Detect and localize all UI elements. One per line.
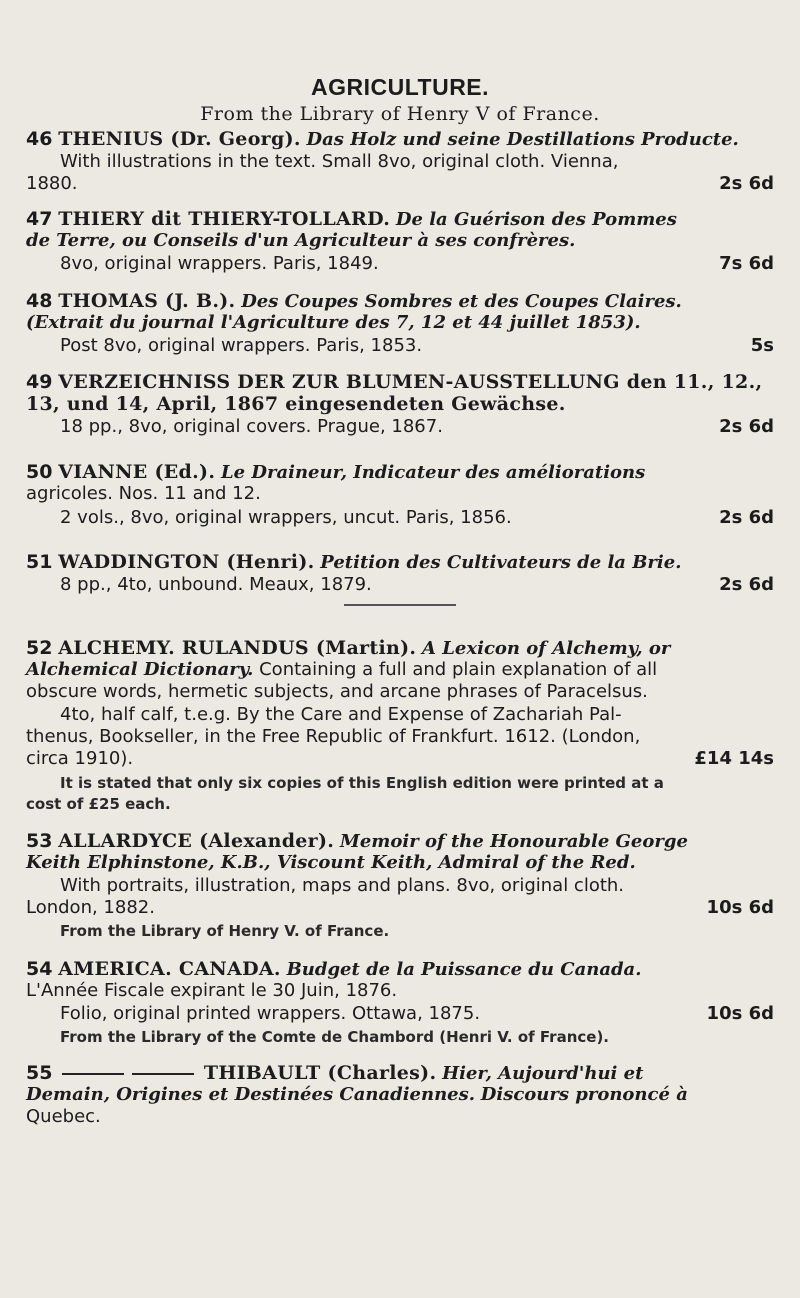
lot-number: 52 bbox=[26, 637, 53, 659]
lot-number: 46 bbox=[26, 128, 53, 150]
entry-title-cont: Alchemical Dictionary. bbox=[26, 659, 254, 680]
entry-title-cont: Keith Elphinstone, K.B., Viscount Keith, Admiral of the Red. bbox=[26, 852, 636, 873]
entry-price: £14 14s bbox=[694, 748, 774, 769]
entry-title: Budget de la Puissance du Canada. bbox=[286, 959, 642, 980]
entry-description: Folio, original printed wrappers. Ottawa, 1875. bbox=[60, 1003, 481, 1024]
entry-description-cont: London, 1882. bbox=[26, 897, 155, 918]
entry-title: A Lexicon of Alchemy, or bbox=[422, 638, 671, 659]
entry-author: THIERY dit THIERY-TOLLARD. bbox=[58, 208, 391, 230]
ditto-dash bbox=[132, 1073, 194, 1075]
entry-description: Post 8vo, original wrappers. Paris, 1853. bbox=[60, 335, 423, 356]
entry-title: Hier, Aujourd'hui et bbox=[442, 1063, 644, 1084]
lot-number: 47 bbox=[26, 208, 53, 230]
ditto-dash bbox=[62, 1073, 124, 1075]
entry-description-cont: thenus, Bookseller, in the Free Republic of Frankfurt. 1612. (London, bbox=[26, 726, 641, 747]
entry-title-cont2: Discours prononcé à bbox=[480, 1084, 688, 1105]
entry-price: 10s 6d bbox=[706, 897, 774, 918]
lot-number: 54 bbox=[26, 958, 53, 980]
entry-price: 2s 6d bbox=[719, 173, 774, 194]
entry-description-cont2: circa 1910). bbox=[26, 748, 134, 769]
entry-note-cont: cost of £25 each. bbox=[26, 795, 171, 813]
section-divider bbox=[344, 604, 456, 606]
entry-author: VIANNE (Ed.). bbox=[58, 461, 216, 483]
entry-title-cont: (Extrait du journal l'Agriculture des 7, 12 et 44 juillet 1853). bbox=[26, 312, 641, 333]
lot-number: 51 bbox=[26, 551, 53, 573]
entry-description: With portraits, illustration, maps and plans. 8vo, original cloth. bbox=[60, 875, 625, 896]
entry-author: VERZEICHNISS DER ZUR BLUMEN-AUSSTELLUNG den 11., 12., bbox=[58, 371, 763, 393]
entry-author: AMERICA. CANADA. bbox=[58, 958, 281, 980]
entry-title-cont: de Terre, ou Conseils d'un Agriculteur à ses confrères. bbox=[26, 230, 576, 251]
entry-price: 2s 6d bbox=[719, 507, 774, 528]
entry-title: Le Draineur, Indicateur des améliorations bbox=[221, 462, 646, 483]
entry-title: Memoir of the Honourable George bbox=[339, 831, 688, 852]
entry-author: ALLARDYCE (Alexander). bbox=[58, 830, 335, 852]
entry-author: ALCHEMY. RULANDUS (Martin). bbox=[58, 637, 417, 659]
entry-description: 2 vols., 8vo, original wrappers, uncut. Paris, 1856. bbox=[60, 507, 512, 528]
lot-number: 50 bbox=[26, 461, 53, 483]
entry-description: 8 pp., 4to, unbound. Meaux, 1879. bbox=[60, 574, 372, 595]
lot-number: 55 bbox=[26, 1062, 53, 1084]
entry-title-cont: agricoles. Nos. 11 and 12. bbox=[26, 483, 261, 504]
entry-title: Des Coupes Sombres et des Coupes Claires. bbox=[241, 291, 682, 312]
section-provenance: From the Library of Henry V of France. bbox=[200, 103, 600, 125]
entry-note: From the Library of the Comte de Chambord (Henri V. of France). bbox=[60, 1028, 609, 1046]
lot-number: 49 bbox=[26, 371, 53, 393]
entry-note: It is stated that only six copies of this English edition were printed at a bbox=[60, 774, 664, 792]
entry-title-cont: 13, und 14, April, 1867 eingesendeten Gewächse. bbox=[26, 393, 566, 415]
entry-description: With illustrations in the text. Small 8vo, original cloth. Vienna, bbox=[60, 151, 619, 172]
entry-title-cont: Demain, Origines et Destinées Canadiennes. bbox=[26, 1084, 476, 1105]
entry-note: From the Library of Henry V. of France. bbox=[60, 922, 390, 940]
entry-author: THOMAS (J. B.). bbox=[58, 290, 236, 312]
lot-number: 53 bbox=[26, 830, 53, 852]
entry-price: 7s 6d bbox=[719, 253, 774, 274]
entry-title-cont3: obscure words, hermetic subjects, and arcane phrases of Paracelsus. bbox=[26, 681, 648, 702]
entry-price: 10s 6d bbox=[706, 1003, 774, 1024]
section-title: AGRICULTURE. bbox=[310, 74, 490, 100]
entry-title-cont2: Containing a full and plain explanation of all bbox=[259, 659, 658, 680]
entry-title: Petition des Cultivateurs de la Brie. bbox=[320, 552, 682, 573]
entry-title-cont: L'Année Fiscale expirant le 30 Juin, 1876. bbox=[26, 980, 398, 1001]
entry-description-cont: 1880. bbox=[26, 173, 78, 194]
lot-number: 48 bbox=[26, 290, 53, 312]
entry-description: 18 pp., 8vo, original covers. Prague, 1867. bbox=[60, 416, 443, 437]
entry-price: 2s 6d bbox=[719, 574, 774, 595]
entry-title: De la Guérison des Pommes bbox=[395, 209, 677, 230]
entry-title-cont3: Quebec. bbox=[26, 1106, 101, 1127]
entry-price: 5s bbox=[750, 335, 774, 356]
entry-title: Das Holz und seine Destillations Producte. bbox=[306, 129, 739, 150]
entry-author: THIBAULT (Charles). bbox=[203, 1062, 437, 1084]
entry-description: 4to, half calf, t.e.g. By the Care and Expense of Zachariah Pal- bbox=[60, 704, 622, 725]
entry-description: 8vo, original wrappers. Paris, 1849. bbox=[60, 253, 379, 274]
entry-price: 2s 6d bbox=[719, 416, 774, 437]
entry-author: WADDINGTON (Henri). bbox=[58, 551, 315, 573]
entry-author: THENIUS (Dr. Georg). bbox=[58, 128, 301, 150]
